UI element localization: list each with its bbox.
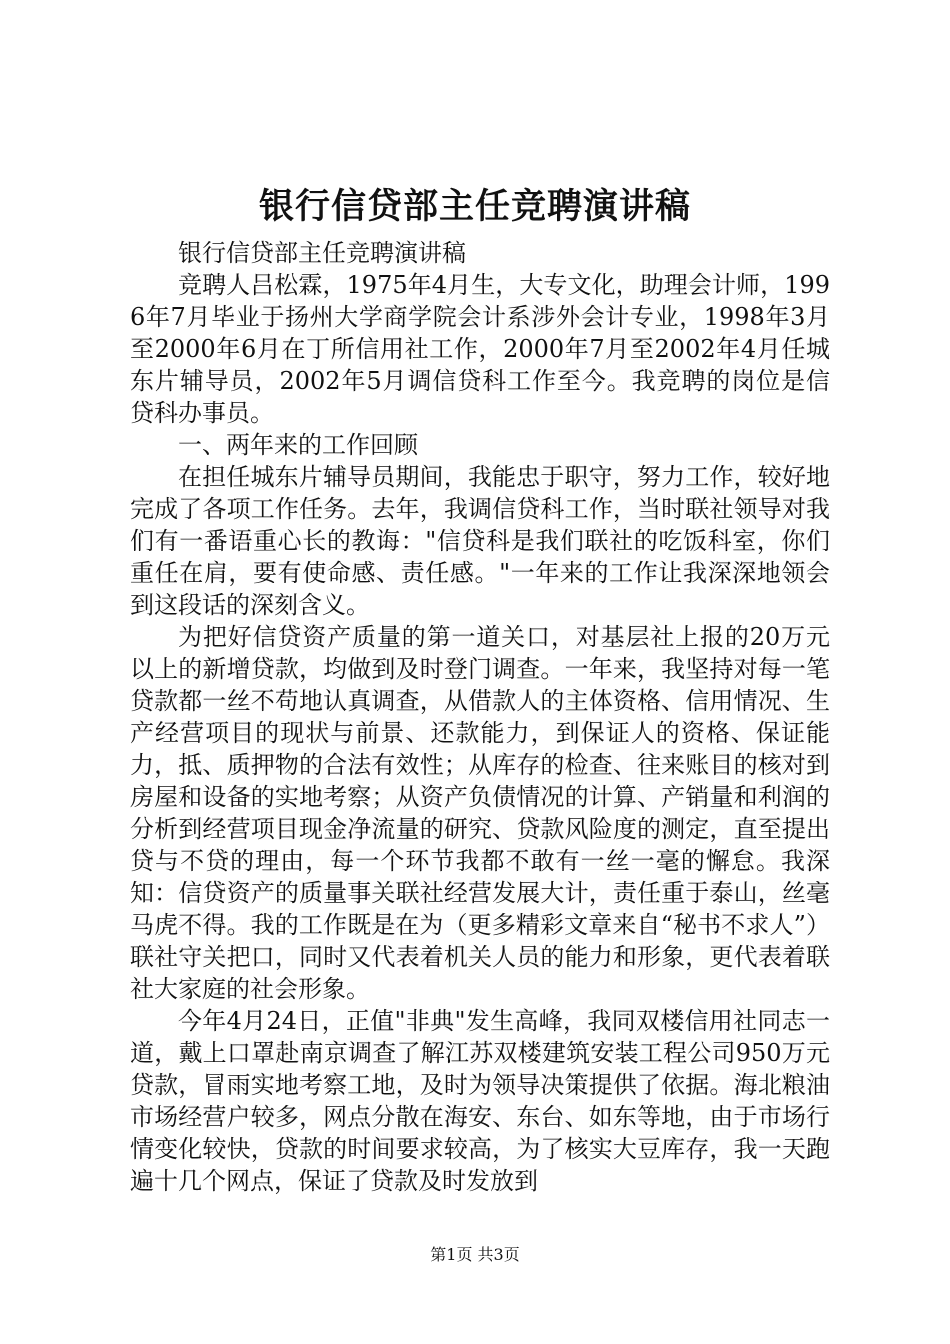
paragraph-heading-repeat: 银行信贷部主任竞聘演讲稿 [178,239,466,267]
paragraph-body: 为把好信贷资产质量的第一道关口，对基层社上报的20万元以上的新增贷款，均做到及时登门调查。一年来，我坚持对每一笔贷款都一丝不苟地认真调查，从借款人的主体资格、信用情况、生产经营项目的现状与前景、还款能力，到保证人的资格、保证能力，抵、质押物的合法有效性；从库存的检查、往来账目的核对到房屋和设备的实地考察；从资产负债情况的计算、产销量和利润的分析到经营项目现金净流量的研究、贷款风险度的测定，直至提出贷与不贷的理由，每一个环节我都不敢有一丝一毫的懈怠。我深知：信贷资产的质量事关联社经营发展大计，责任重于泰山，丝毫马虎不得。我的工作既是在为（更多精彩文章来自“秘书不求人”）联社守关把口，同时又代表着机关人员的能力和形象，更代表着联社大家庭的社会形象。 [130,623,830,1003]
section-heading: 一、两年来的工作回顾 [178,431,418,459]
document-title: 银行信贷部主任竞聘演讲稿 [258,186,691,227]
paragraph-intro: 竞聘人吕松霖，1975年4月生，大专文化，助理会计师，1996年7月毕业于扬州大学商学院会计系涉外会计专业，1998年3月至2000年6月在丁所信用社工作，2000年7月至2002年4月任城东片辅导员，2002年5月调信贷科工作至今。我竞聘的岗位是信贷科办事员。 [130,271,830,427]
page-number-footer: 第1页 共3页 [430,1245,520,1264]
document-body [130,237,830,1197]
paragraph-body: 在担任城东片辅导员期间，我能忠于职守，努力工作，较好地完成了各项工作任务。去年，我调信贷科工作，当时联社领导对我们有一番语重心长的教诲："信贷科是我们联社的吃饭科室，你们重任在肩，要有使命感、责任感。"一年来的工作让我深深地领会到这段话的深刻含义。 [130,463,830,619]
paragraph-body: 今年4月24日，正值"非典"发生高峰，我同双楼信用社同志一道，戴上口罩赴南京调查了解江苏双楼建筑安装工程公司950万元贷款，冒雨实地考察工地，及时为领导决策提供了依据。海北粮油市场经营户较多，网点分散在海安、东台、如东等地，由于市场行情变化较快，贷款的时间要求较高，为了核实大豆库存，我一天跑遍十几个网点，保证了贷款及时发放到 [130,1007,830,1195]
